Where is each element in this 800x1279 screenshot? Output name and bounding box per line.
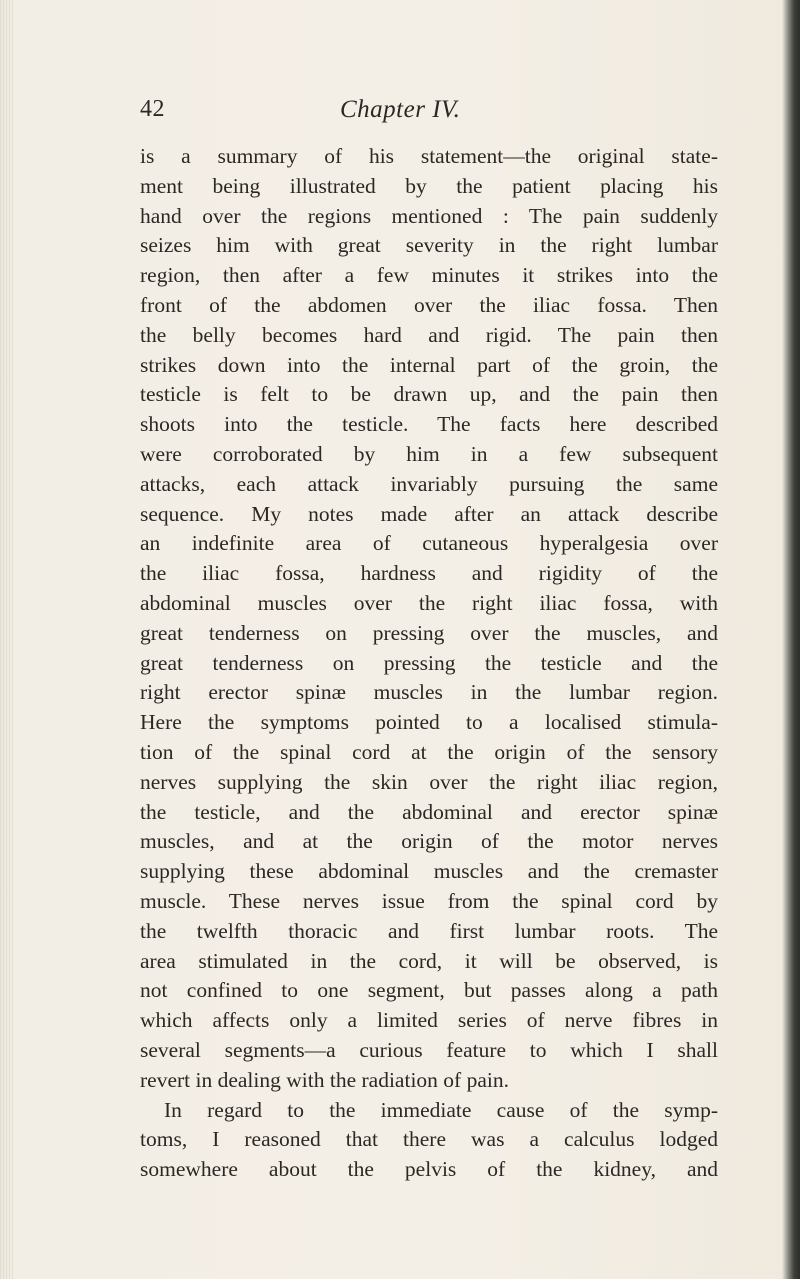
- text-line: hand over the regions mentioned : The pain suddenly: [140, 203, 718, 228]
- text-line: the twelfth thoracic and first lumbar roots. The: [140, 918, 718, 943]
- text-line: which affects only a limited series of nerve fibres in: [140, 1008, 718, 1033]
- text-line: In regard to the immediate cause of the symp-: [164, 1097, 718, 1122]
- text-line: front of the abdomen over the iliac fossa. Then: [140, 292, 718, 317]
- text-line: is a summary of his statement—the original state-: [140, 144, 718, 168]
- text-line: right erector spinæ muscles in the lumbar region.: [140, 680, 718, 705]
- text-line: sequence. My notes made after an attack describe: [140, 501, 718, 526]
- text-line: great tenderness on pressing over the muscles, and: [140, 620, 718, 645]
- text-line: Here the symptoms pointed to a localised stimula-: [140, 710, 718, 735]
- text-line: shoots into the testicle. The facts here described: [140, 412, 718, 437]
- text-line: the testicle, and the abdominal and erector spinæ: [140, 799, 718, 824]
- text-line: supplying these abdominal muscles and the cremaster: [140, 859, 718, 884]
- page-number: 42: [140, 96, 165, 122]
- text-line: abdominal muscles over the right iliac fossa, with: [140, 590, 718, 615]
- text-line: tion of the spinal cord at the origin of the sensory: [140, 739, 718, 764]
- text-line: revert in dealing with the radiation of pain.: [140, 1067, 509, 1092]
- text-line: strikes down into the internal part of the groin, the: [140, 352, 718, 377]
- text-line: were corroborated by him in a few subsequent: [140, 441, 718, 466]
- text-line: toms, I reasoned that there was a calculus lodged: [140, 1127, 718, 1152]
- running-head: Chapter IV.: [340, 96, 461, 123]
- text-line: the iliac fossa, hardness and rigidity of the: [140, 561, 718, 586]
- text-line: the belly becomes hard and rigid. The pain then: [140, 322, 718, 347]
- body-text: [140, 142, 718, 1185]
- binding-shadow-right: [782, 0, 800, 1279]
- text-line: attacks, each attack invariably pursuing the same: [140, 471, 718, 496]
- text-line: seizes him with great severity in the right lumbar: [140, 233, 718, 258]
- text-line: an indefinite area of cutaneous hyperalgesia over: [140, 531, 718, 556]
- text-line: region, then after a few minutes it strikes into the: [140, 263, 718, 288]
- text-line: somewhere about the pelvis of the kidney, and: [140, 1157, 718, 1182]
- text-line: muscles, and at the origin of the motor nerves: [140, 829, 718, 854]
- page-edge-left: [0, 0, 14, 1279]
- text-line: not confined to one segment, but passes along a path: [140, 978, 718, 1003]
- text-line: nerves supplying the skin over the right iliac region,: [140, 769, 718, 794]
- text-line: ment being illustrated by the patient placing his: [140, 173, 718, 198]
- text-line: testicle is felt to be drawn up, and the pain then: [140, 382, 718, 407]
- text-line: muscle. These nerves issue from the spinal cord by: [140, 888, 718, 913]
- page-header: [140, 96, 720, 128]
- text-line: great tenderness on pressing the testicle and the: [140, 650, 718, 675]
- text-line: several segments—a curious feature to which I shall: [140, 1037, 718, 1062]
- text-line: area stimulated in the cord, it will be observed, is: [140, 948, 718, 973]
